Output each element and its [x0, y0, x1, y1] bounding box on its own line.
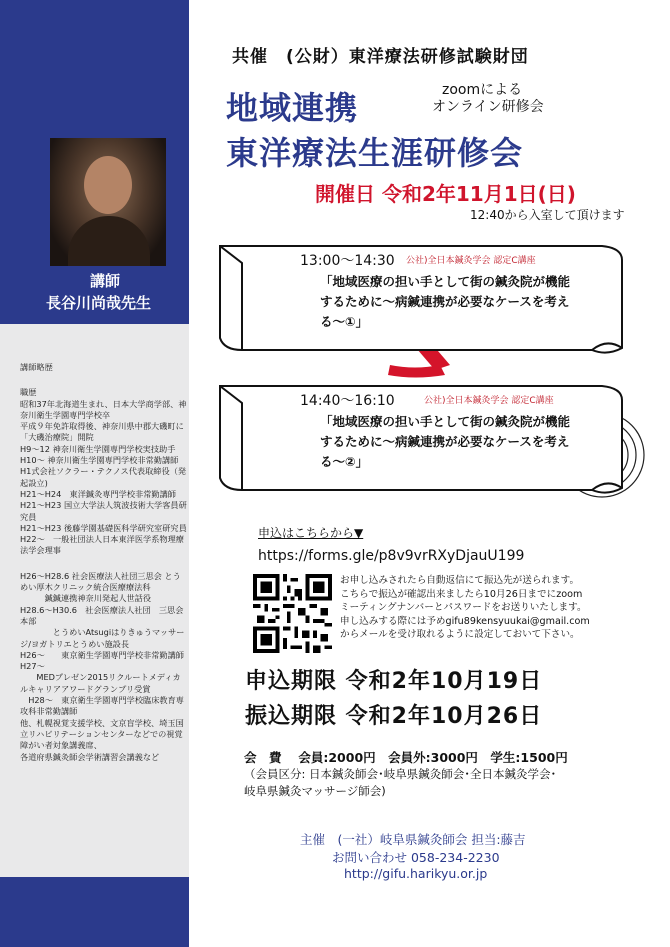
- bio-line: H9〜12 神奈川衛生学園専門学校実技助手: [20, 443, 176, 454]
- session-banner-1: [212, 238, 612, 358]
- session-tag: 公社)全日本鍼灸学会 認定C講座: [424, 396, 554, 406]
- bio-line: 昭和37年北海道生まれ、日本大学商学部、神奈川衛生学園専門学校卒: [20, 398, 187, 420]
- co-organizer: 共催 (公財）東洋療法研修試験財団: [232, 47, 529, 67]
- apply-note-line: 申し込みする際には予めgifu89kensyuukai@gmail.com: [340, 615, 590, 627]
- bio-line: H21〜H23 後藤学園基礎医科学研究室研究員: [20, 522, 187, 533]
- bio-line: H26〜H28.6 社会医療法人社団三思会 とうめい厚木クリニック統合医療療法科: [20, 570, 181, 593]
- session-time: 14:40〜16:10: [300, 393, 395, 409]
- event-date: 開催日 令和2年11月1日(日): [315, 182, 576, 206]
- apply-deadline: 申込期限 令和2年10月19日: [245, 669, 543, 694]
- apply-note-line: お申し込みされたら自動返信にて振込先が送られます。: [340, 575, 580, 586]
- session-time: 13:00〜14:30: [300, 253, 395, 269]
- session-title-line: る〜①」: [320, 314, 369, 329]
- session-banner-2: [212, 378, 612, 498]
- bio-line: H28〜 東京衛生学園専門学校臨床教育専攻科非常勤講師: [20, 695, 184, 717]
- bio-line: MEDプレゼン2015リクルートメディカルキャリアアワードグランプリ受賞: [20, 672, 181, 694]
- session-title: [320, 272, 610, 332]
- zoom-note-line1: zoomによる: [442, 82, 523, 98]
- host: 主催 (一社）岐阜県鍼灸師会 担当:藤吉: [300, 832, 526, 847]
- contact-phone: お問い合わせ 058-234-2230: [332, 850, 500, 865]
- lecturer-name: 長谷川尚哉先生: [46, 294, 152, 312]
- bio-line: H28.6〜H30.6 社会医療法人社団 三思会 本部: [20, 604, 192, 626]
- bio-line: とうめいAtsugiはりきゅうマッサージ/ヨガトリエとうめい施設長: [20, 627, 185, 649]
- sidebar-footer: [0, 877, 189, 947]
- lecturer-bio: [20, 362, 192, 763]
- bio-line: 鍼鍼連携神奈川発起人世話役: [20, 593, 152, 604]
- session-title-line: 「地域医療の担い手として街の鍼灸院が機能: [320, 274, 571, 289]
- website-link[interactable]: http://gifu.harikyu.or.jp: [344, 866, 488, 881]
- bio-line: H1式会社ソクラー・テクノス代表取締役（発起設立): [20, 466, 187, 488]
- entry-time: 12:40から入室して頂けます: [470, 208, 625, 222]
- session-tag: 公社)全日本鍼灸学会 認定C講座: [406, 256, 536, 266]
- bio-line: H26〜 東京衛生学園専門学校非常勤講師: [20, 649, 184, 660]
- application-form-link[interactable]: https://forms.gle/p8v9vrRXyDjauU199: [258, 548, 525, 564]
- apply-heading: 申込はこちらから▼: [258, 526, 364, 540]
- title-line1: 地域連携: [226, 89, 359, 127]
- fee: 会 費 会員:2000円 会員外:3000円 学生:1500円: [244, 750, 568, 765]
- bio-subheading: 職歴: [20, 387, 37, 398]
- apply-note: [340, 574, 640, 642]
- bio-line: [20, 557, 188, 571]
- bio-line: 他、札幌視覚支援学校、文京盲学校、埼玉国立リハビリテーションセンターなどでの視覚障がい者対象講義席、: [20, 717, 184, 751]
- bio-line: H21〜H24 東洋鍼灸専門学校非常勤講師: [20, 488, 176, 499]
- session-title-line: するために〜病鍼連携が必要なケースを考え: [320, 294, 570, 309]
- bio-line: 各道府県鍼灸師会学術講習会講義など: [20, 751, 160, 762]
- bio-line: H22〜 一般社団法人日本東洋医学系物理療法学会理事: [20, 534, 184, 556]
- lecturer-role: 講師: [90, 272, 121, 290]
- apply-note-line: こちらで振込が確認出来ましたら10月26日までにzoom: [340, 588, 583, 600]
- fee-note: 岐阜県鍼灸マッサージ師会): [244, 784, 386, 798]
- bio-line: 平成９年免許取得後、神奈川県中郡大磯町に「大磯治療院」開院: [20, 421, 184, 443]
- zoom-note-line2: オンライン研修会: [432, 99, 544, 115]
- qr-code[interactable]: [253, 574, 332, 653]
- bio-line: H21〜H23 国立大学法人筑波技術大学客員研究員: [20, 500, 187, 522]
- title-line2: 東洋療法生涯研修会: [226, 134, 524, 172]
- apply-note-line: からメールを受け取れるように設定しておいて下さい。: [340, 629, 580, 640]
- fee-note: （会員区分: 日本鍼灸師会･岐阜県鍼灸師会･全日本鍼灸学会･: [244, 767, 557, 781]
- payment-deadline: 振込期限 令和2年10月26日: [245, 704, 543, 729]
- session-title-line: る〜②」: [320, 454, 369, 469]
- apply-note-line: ミーティングナンバーとパスワードをお送りいたします。: [340, 602, 587, 613]
- bio-line: H27〜: [20, 661, 45, 672]
- bio-line: H10〜 神奈川衛生学園専門学校非常勤講師: [20, 455, 179, 466]
- bio-heading: 講師略歴: [20, 362, 53, 372]
- session-title: [320, 412, 610, 472]
- lecturer-photo: [50, 138, 166, 266]
- session-title-line: するために〜病鍼連携が必要なケースを考え: [320, 434, 570, 449]
- session-title-line: 「地域医療の担い手として街の鍼灸院が機能: [320, 414, 571, 429]
